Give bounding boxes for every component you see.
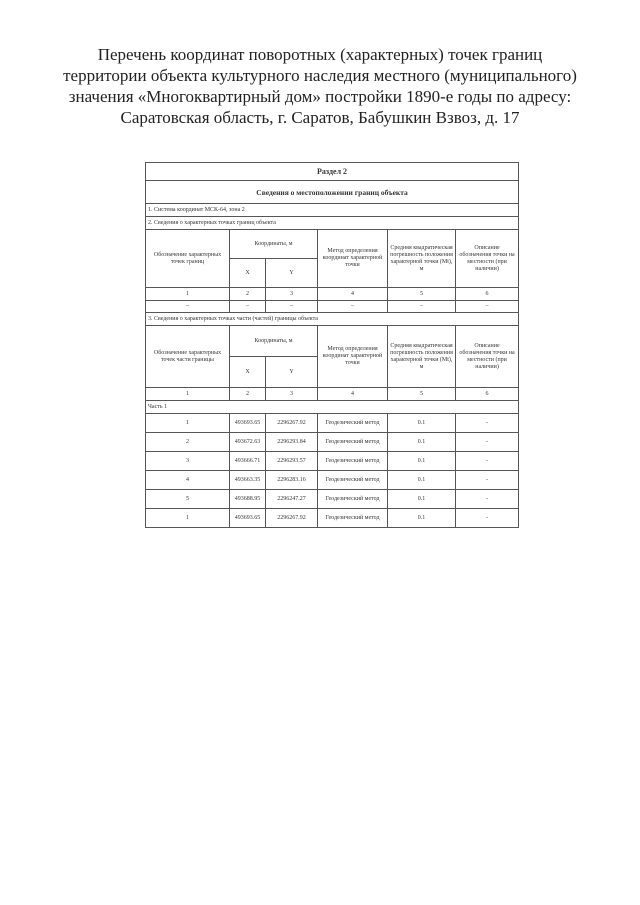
cell-error: 0.1: [388, 414, 456, 433]
header-coordinates: Координаты, м: [230, 230, 318, 259]
header-description: Описание обозначения точки на местности (при наличии): [456, 326, 519, 388]
column-number: 2: [230, 288, 266, 301]
cell-point: 4: [146, 471, 230, 490]
cell-coord-x: 493693.65: [230, 509, 266, 528]
cell-error: 0.1: [388, 509, 456, 528]
empty-cell: –: [318, 301, 388, 313]
cell-coord-y: 2296293.84: [266, 433, 318, 452]
cell-point: 3: [146, 452, 230, 471]
header-error: Средняя квадратическая погрешность положения характерной точки (Mt), м: [388, 326, 456, 388]
header-description: Описание обозначения точки на местности (при наличии): [456, 230, 519, 288]
table-row: [146, 490, 519, 509]
cell-description: -: [456, 433, 519, 452]
boundary-coordinates-table: [145, 162, 519, 528]
cell-coord-y: 2296293.57: [266, 452, 318, 471]
cell-description: -: [456, 471, 519, 490]
column-number: 1: [146, 288, 230, 301]
empty-cell: –: [230, 301, 266, 313]
header-method: Метод определения координат характерной точки: [318, 326, 388, 388]
cell-error: 0.1: [388, 490, 456, 509]
header-coordinates: Координаты, м: [230, 326, 318, 357]
coordinate-system-line: 1. Система координат МСК-64, зона 2: [146, 204, 519, 217]
cell-description: -: [456, 490, 519, 509]
empty-cell: –: [146, 301, 230, 313]
cell-description: -: [456, 452, 519, 471]
header-error: Средняя квадратическая погрешность положения характерной точки (Mt), м: [388, 230, 456, 288]
cell-method: Геодезический метод: [318, 452, 388, 471]
cell-coord-x: 493663.35: [230, 471, 266, 490]
table-row: [146, 452, 519, 471]
cell-coord-x: 493666.71: [230, 452, 266, 471]
cell-method: Геодезический метод: [318, 490, 388, 509]
cell-error: 0.1: [388, 471, 456, 490]
column-number: 5: [388, 388, 456, 401]
part-points-section-label: 3. Сведения о характерных точках части (частей) границы объекта: [146, 313, 519, 326]
cell-method: Геодезический метод: [318, 433, 388, 452]
header-point: Обозначение характерных точек границ: [146, 230, 230, 288]
cell-coord-y: 2296267.92: [266, 509, 318, 528]
column-number: 2: [230, 388, 266, 401]
cell-method: Геодезический метод: [318, 414, 388, 433]
table-heading: Сведения о местоположении границ объекта: [146, 181, 519, 204]
cell-point: 1: [146, 414, 230, 433]
empty-cell: –: [266, 301, 318, 313]
column-number: 3: [266, 388, 318, 401]
column-number: 6: [456, 288, 519, 301]
cell-coord-x: 493672.63: [230, 433, 266, 452]
cell-error: 0.1: [388, 433, 456, 452]
column-number: 4: [318, 288, 388, 301]
cell-method: Геодезический метод: [318, 509, 388, 528]
column-number: 5: [388, 288, 456, 301]
header-x: X: [230, 259, 266, 288]
header-point-part: Обозначение характерных точек части границы: [146, 326, 230, 388]
cell-coord-x: 493688.95: [230, 490, 266, 509]
header-x: X: [230, 357, 266, 388]
column-number: 6: [456, 388, 519, 401]
cell-method: Геодезический метод: [318, 471, 388, 490]
points-section-label: 2. Сведения о характерных точках границ объекта: [146, 217, 519, 230]
header-y: Y: [266, 259, 318, 288]
empty-cell: –: [456, 301, 519, 313]
column-number: 1: [146, 388, 230, 401]
cell-coord-y: 2296283.16: [266, 471, 318, 490]
table-row: [146, 433, 519, 452]
header-method: Метод определения координат характерной точки: [318, 230, 388, 288]
cell-description: -: [456, 509, 519, 528]
part-label: Часть 1: [146, 401, 519, 414]
cell-coord-y: 2296247.27: [266, 490, 318, 509]
table-row: [146, 414, 519, 433]
cell-point: 2: [146, 433, 230, 452]
empty-cell: –: [388, 301, 456, 313]
table-row: [146, 471, 519, 490]
document-title: Перечень координат поворотных (характерных) точек границ территории объекта культурного наследия местного (муниципального) значения «Многоквартирный дом» постройки 1890-е годы по адресу: Саратовская область, г. Саратов, Бабушкин Взвоз, д. 17: [63, 45, 577, 127]
cell-description: -: [456, 414, 519, 433]
header-y: Y: [266, 357, 318, 388]
table-row: [146, 509, 519, 528]
cell-coord-y: 2296267.92: [266, 414, 318, 433]
cell-error: 0.1: [388, 452, 456, 471]
cell-coord-x: 493693.65: [230, 414, 266, 433]
column-number: 4: [318, 388, 388, 401]
cell-point: 1: [146, 509, 230, 528]
column-number: 3: [266, 288, 318, 301]
section-title: Раздел 2: [146, 163, 519, 181]
cell-point: 5: [146, 490, 230, 509]
